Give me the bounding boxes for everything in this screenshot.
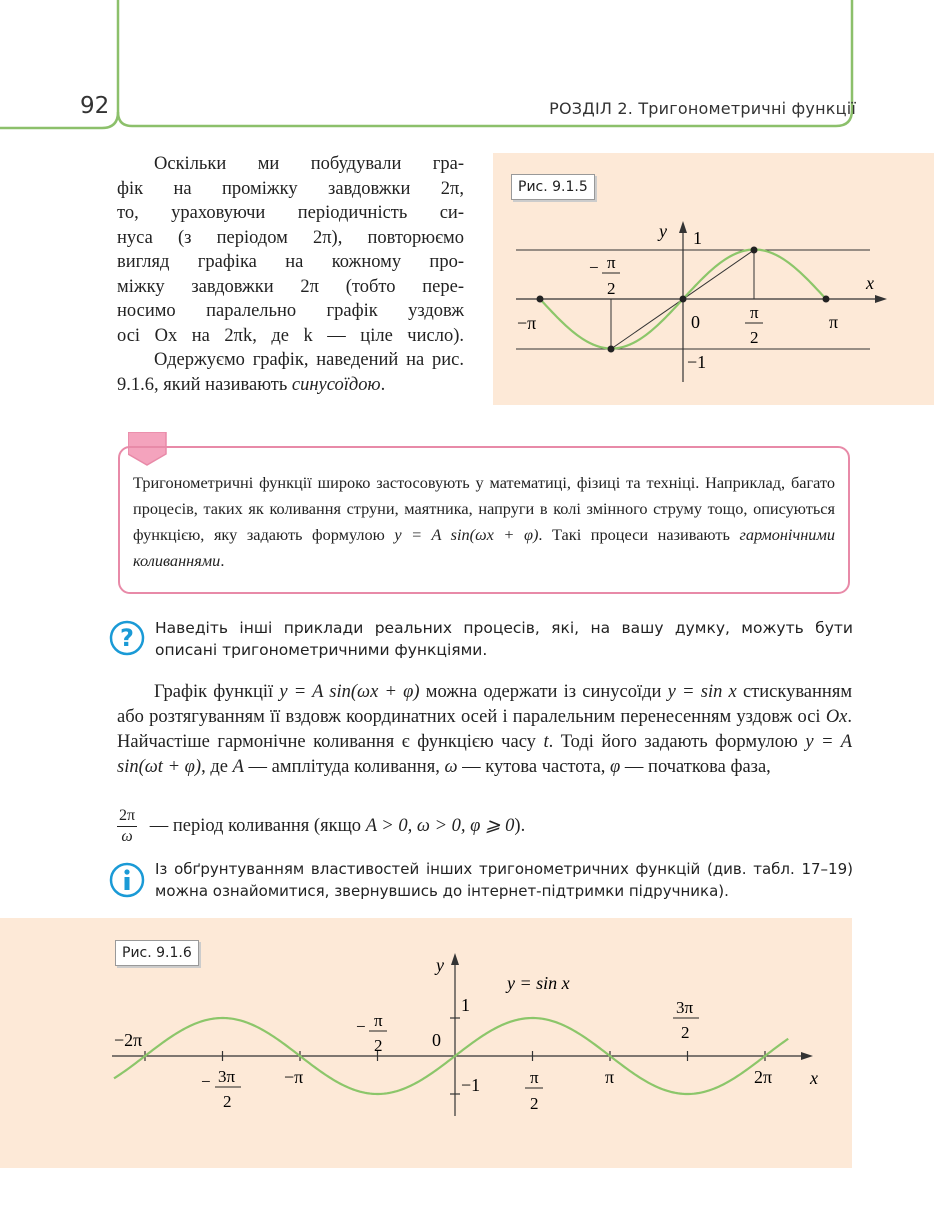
period-line (117, 806, 852, 847)
main-text-10: — період коливання (якщо (149, 815, 362, 836)
intro-italic-term: синусоїдою (291, 374, 381, 395)
section-title: РОЗДІЛ 2. Тригонометричні функції (549, 99, 856, 118)
tick-pi-half-num-916: π (530, 1068, 539, 1087)
main-text-4: . Найчастіше гармонічне коливання є функцією часу (117, 707, 853, 752)
tick-zero: 0 (691, 312, 700, 332)
intro-line-6: міжку завдовжки 2π (тобто пере- (117, 276, 464, 297)
main-formula-8: φ (610, 757, 621, 777)
note-formula: y = A sin(ωx + φ) (394, 525, 539, 544)
fraction-numerator: 2π (117, 806, 137, 827)
tick-neg-three-pi-half-sign: − (201, 1072, 211, 1091)
x-axis-arrow (875, 295, 887, 303)
figure-9-1-6-label: Рис. 9.1.6 (115, 940, 199, 966)
tick-neg-pi-half-num: π (607, 253, 616, 272)
main-formula-10: A > 0, ω > 0, φ ⩾ 0 (365, 815, 515, 836)
y-axis-arrow (679, 221, 687, 233)
point-origin (680, 296, 687, 303)
main-formula-4: t (543, 732, 549, 752)
x-axis-arrow-916 (801, 1052, 813, 1060)
main-text-1: Графік функції (154, 682, 274, 702)
y-axis-arrow-916 (451, 953, 459, 965)
main-text-7: — амплітуда коливання, (248, 757, 440, 777)
note-italic-term: гармонічними коливаннями (133, 525, 835, 570)
x-axis-label-916: x (810, 1068, 818, 1088)
point-pi-half (751, 247, 758, 254)
page-number: 92 (80, 93, 110, 119)
question-text: Наведіть інші приклади реальних процесів, які, на вашу думку, можуть бути описані тригонометричними функціями. (155, 619, 853, 659)
intro-paragraph (117, 152, 464, 397)
tick-pi-half-den: 2 (750, 328, 759, 347)
tick-one: 1 (693, 228, 702, 248)
tick-neg-pi-half-sign-916: − (356, 1017, 366, 1036)
main-text-2: можна одержати із синусоїди (425, 682, 662, 702)
tick-pi-half-num: π (750, 303, 759, 322)
period-fraction (117, 806, 137, 847)
intro-line-2: фік на проміжку завдовжки 2π, (117, 178, 464, 199)
tick-neg-three-pi-half-den: 2 (223, 1092, 232, 1111)
main-text-5: . Тоді його задають формулою (548, 732, 798, 752)
tick-neg-pi: −π (517, 313, 537, 333)
figure-9-1-5-graph (493, 153, 934, 405)
intro-line-1: Оскільки ми побудували гра- (154, 154, 464, 174)
tick-three-pi-half-num: 3π (676, 998, 694, 1017)
intro-second-end: . (380, 374, 386, 395)
info-text: Із обґрунтуванням властивостей інших тригонометричних функцій (див. табл. 17–19) можна ознайомитися, звернувшись до інтернет-підтримки підручника). (155, 860, 853, 900)
info-icon (109, 862, 149, 902)
tick-neg-pi-half-sign: − (589, 258, 599, 277)
intro-line-8: осі Ox на 2πk, де k — ціле число). (117, 325, 464, 346)
header-frame (0, 0, 934, 140)
figure-9-1-5-label: Рис. 9.1.5 (511, 174, 595, 200)
intro-line-4: нуса (з періодом 2π), повторюємо (117, 227, 464, 248)
point-neg-pi (537, 296, 544, 303)
main-text-8: — кутова частота, (462, 757, 606, 777)
svg-text:?: ? (120, 624, 134, 652)
fraction-denominator: ω (121, 828, 133, 845)
intro-line-3: то, ураховуючи періодичність си- (117, 203, 464, 223)
tick-pi-half-den-916: 2 (530, 1094, 539, 1113)
main-formula-2: y = sin x (667, 682, 737, 702)
note-box-text (133, 470, 835, 574)
point-pi (823, 296, 830, 303)
figure-9-1-6-graph (0, 918, 852, 1168)
tick-neg-one: −1 (687, 352, 707, 372)
tick-neg-three-pi-half-num: 3π (218, 1067, 236, 1086)
tick-pi: π (829, 312, 839, 332)
intro-line-7: носимо паралельно графік уздовж (117, 301, 464, 321)
tick-neg-one-916: −1 (461, 1075, 481, 1095)
y-axis-label: y (659, 221, 667, 241)
tick-two-pi: 2π (754, 1067, 773, 1087)
main-text-3: стискуванням або розтягуванням її вздовж координатних осей і паралельним перенесенням уздовж осі (117, 682, 853, 727)
tick-neg-pi-916: −π (284, 1067, 304, 1087)
intro-line-5: вигляд графіка на кожному про- (117, 252, 464, 272)
x-axis-label: x (866, 273, 874, 293)
tick-neg-two-pi: −2π (114, 1030, 143, 1050)
intro-second-paragraph (117, 348, 464, 397)
tick-pi-916: π (605, 1067, 615, 1087)
main-formula-1: y = A sin(ωx + φ) (279, 682, 420, 702)
function-label: y = sin x (507, 973, 570, 993)
main-formula-6: A (232, 757, 244, 777)
note-text: Тригонометричні функції широко застосовують у математиці, фізиці та техніці. Наприклад, багато процесів, таких як коливання струни, маятника, напруги в колі змінного струму тощо, описуються функцією, яку задають формулою (133, 473, 835, 544)
main-formula-5: y = A sin(ωt + φ) (117, 732, 853, 777)
tick-neg-pi-half-num-916: π (374, 1011, 383, 1030)
tick-one-916: 1 (461, 995, 470, 1015)
question-icon (109, 620, 149, 660)
main-text-6: , де (201, 757, 228, 777)
intro-second-text: Одержуємо графік, наведений на рис. 9.1.6, який називають (117, 350, 464, 395)
main-text-9: — початкова фаза, (624, 757, 771, 777)
tick-zero-916: 0 (432, 1030, 441, 1050)
y-axis-label-916: y (436, 955, 444, 975)
main-formula-3: Ox (825, 707, 848, 727)
main-formula-7: ω (444, 757, 458, 777)
main-paragraph (117, 680, 852, 780)
tick-three-pi-half-den: 2 (681, 1023, 690, 1042)
tick-neg-pi-half-den: 2 (607, 279, 616, 298)
note-text-end: . Такі процеси називають (538, 525, 730, 544)
main-text-11: ). (514, 815, 526, 836)
point-neg-pi-half (608, 346, 615, 353)
note-end: . (220, 551, 225, 570)
tick-neg-pi-half-den-916: 2 (374, 1036, 383, 1055)
